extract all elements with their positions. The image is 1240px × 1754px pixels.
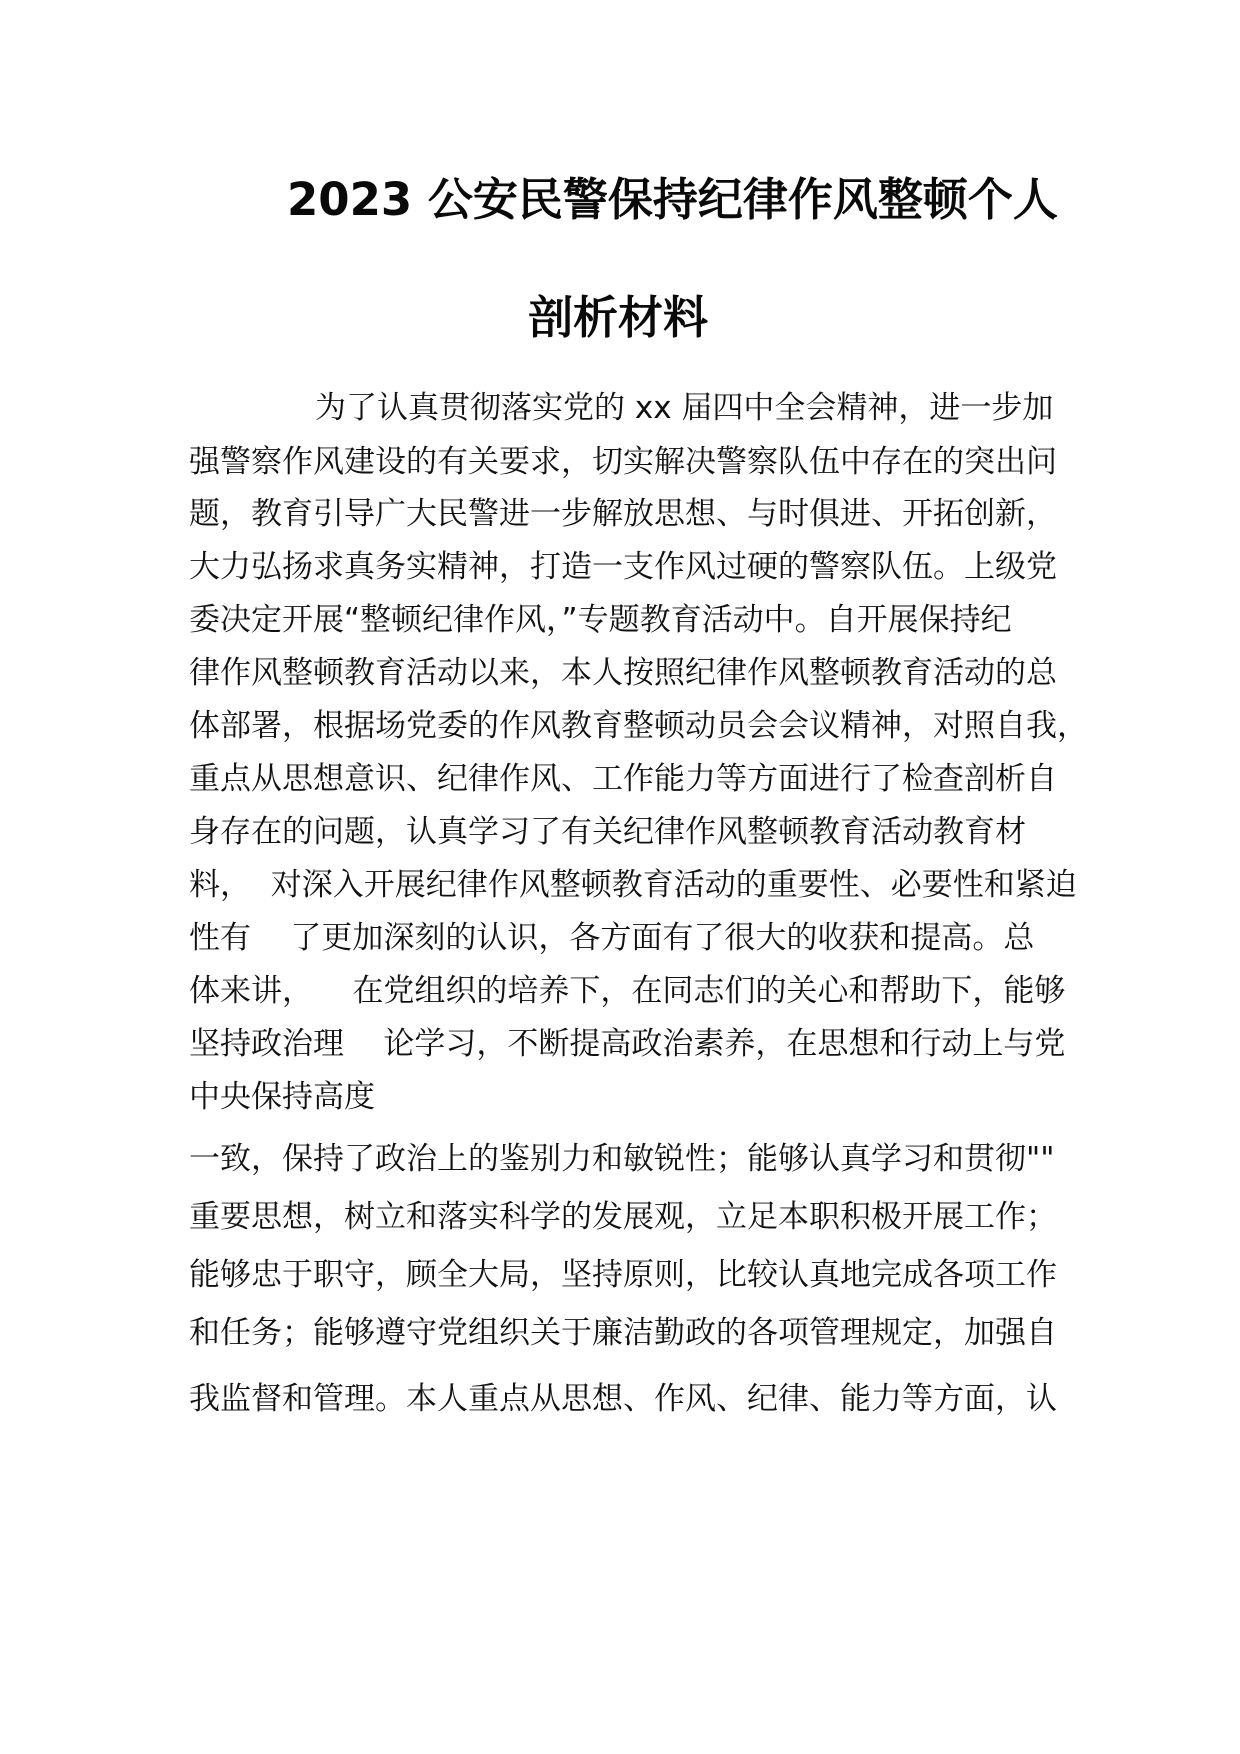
document-title-line-1: 2023 公安民警保持纪律作风整顿个人: [287, 173, 1058, 226]
body-line: 大力弘扬求真务实精神，打造一支作风过硬的警察队伍。上级党: [189, 549, 1057, 585]
body-line: 强警察作风建设的有关要求，切实解决警察队伍中存在的突出问: [189, 444, 1057, 480]
body-line: 为了认真贯彻落实党的 xx 届四中全会精神，进一步加: [315, 390, 1054, 426]
body-line: 身存在的问题，认真学习了有关纪律作风整顿教育活动教育材: [189, 814, 1026, 850]
body-line: 体来讲， 在党组织的培养下，在同志们的关心和帮助下，能够: [189, 973, 1066, 1009]
body-line: 中央保持高度: [189, 1079, 375, 1115]
document-title-line-2: 剖析材料: [528, 291, 709, 344]
body-line: 性有 了更加深刻的认识，各方面有了很大的收获和提高。总: [189, 920, 1035, 956]
body-line: 重点从思想意识、纪律作风、工作能力等方面进行了检查剖析自: [189, 761, 1057, 797]
body-line: 题，教育引导广大民警进一步解放思想、与时俱进、开拓创新，: [189, 496, 1057, 532]
body-line: 和任务；能够遵守党组织关于廉洁勤政的各项管理规定，加强自: [189, 1315, 1057, 1351]
body-line: 能够忠于职守，顾全大局，坚持原则，比较认真地完成各项工作: [189, 1257, 1057, 1293]
body-line: 我监督和管理。本人重点从思想、作风、纪律、能力等方面，认: [189, 1381, 1057, 1417]
body-line: 一致，保持了政治上的鉴别力和敏锐性；能够认真学习和贯彻"": [189, 1141, 1055, 1177]
body-line: 委决定开展“整顿纪律作风，”专题教育活动中。自开展保持纪: [189, 602, 1012, 638]
body-line: 料， 对深入开展纪律作风整顿教育活动的重要性、必要性和紧迫: [189, 867, 1077, 903]
body-line: 体部署，根据场党委的作风教育整顿动员会会议精神，对照自我，: [189, 708, 1088, 744]
body-line: 律作风整顿教育活动以来，本人按照纪律作风整顿教育活动的总: [189, 655, 1057, 691]
body-line: 重要思想，树立和落实科学的发展观，立足本职积极开展工作；: [189, 1199, 1057, 1235]
body-line: 坚持政治理 论学习，不断提高政治素养，在思想和行动上与党: [189, 1026, 1066, 1062]
